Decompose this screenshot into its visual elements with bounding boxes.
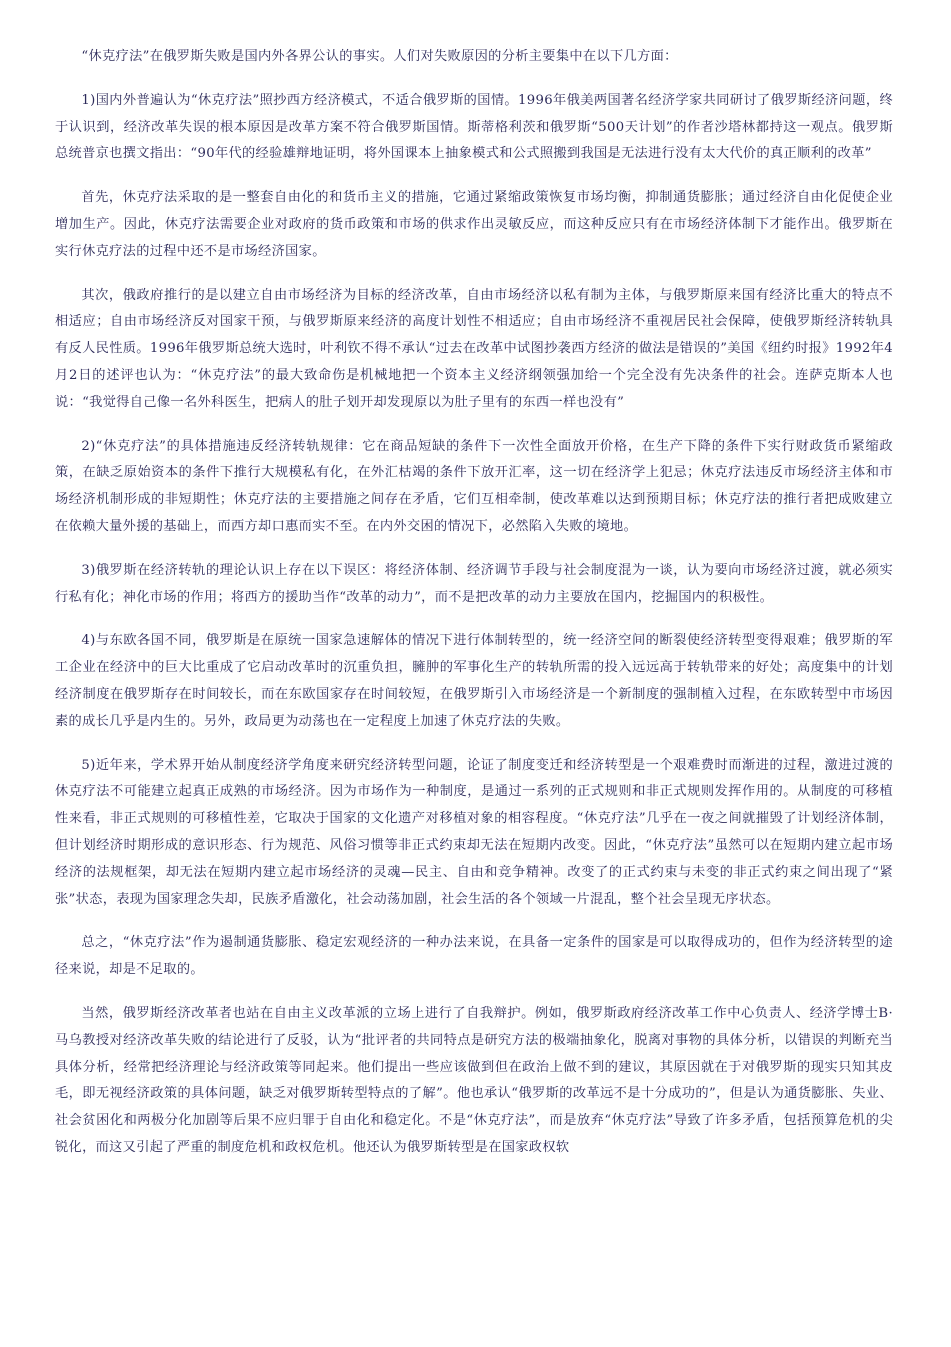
paragraph-point-4: 4)与东欧各国不同，俄罗斯是在原统一国家急速解体的情况下进行体制转型的，统一经济空间的断裂使经济转型变得艰难；俄罗斯的军工企业在经济中的巨大比重成了它启动改革时的沉重负担，臃肿的军事化生产的转轨所需的投入远远高于转轨带来的好处；高度集中的计划经济制度在俄罗斯存在时间较长，而在东欧国家存在时间较短，在俄罗斯引入市场经济是一个新制度的强制植入过程，在东欧转型中市场因素的成长几乎是内生的。另外，政局更为动荡也在一定程度上加速了休克疗法的失败。	[55, 633, 893, 729]
paragraph-point-1: 1)国内外普遍认为“休克疗法”照抄西方经济模式，不适合俄罗斯的国情。1996年俄美两国著名经济学家共同研讨了俄罗斯经济问题，终于认识到，经济改革失误的根本原因是改革方案不符合俄罗斯国情。斯蒂格利茨和俄罗斯“500天计划”的作者沙塔林都持这一观点。俄罗斯总统普京也撰文指出：“90年代的经验雄辩地证明，将外国课本上抽象模式和公式照搬到我国是无法进行没有太大代价的真正顺利的改革”	[55, 92, 893, 162]
paragraph-intro: “休克疗法”在俄罗斯失败是国内外各界公认的事实。人们对失败原因的分析主要集中在以下几方面：	[81, 49, 678, 64]
paragraph-second: 其次，俄政府推行的是以建立自由市场经济为目标的经济改革，自由市场经济以私有制为主体，与俄罗斯原来国有经济比重大的特点不相适应；自由市场经济反对国家干预，与俄罗斯原来经济的高度计划性不相适应；自由市场经济不重视居民社会保障，使俄罗斯经济转轨具有反人民性质。1996年俄罗斯总统大选时，叶利钦不得不承认“过去在改革中试图抄袭西方经济的做法是错误的”美国《纽约时报》1992年4月2日的述评也认为：“休克疗法”的最大致命伤是机械地把一个资本主义经济纲领强加给一个完全没有先决条件的社会。连萨克斯本人也说：“我觉得自己像一名外科医生，把病人的肚子划开却发现原以为肚子里有的东西一样也没有”	[55, 287, 893, 410]
paragraph-point-2: 2)“休克疗法”的具体措施违反经济转轨规律：它在商品短缺的条件下一次性全面放开价格，在生产下降的条件下实行财政货币紧缩政策，在缺乏原始资本的条件下推行大规模私有化，在外汇枯竭的条件下放开汇率，这一切在经济学上犯忌；休克疗法违反市场经济主体和市场经济机制形成的非短期性；休克疗法的主要措施之间存在矛盾，它们互相牵制，使改革难以达到预期目标；休克疗法的推行者把成败建立在依赖大量外援的基础上，而西方却口惠而实不至。在内外交困的情况下，必然陷入失败的境地。	[55, 438, 893, 534]
paragraph-first: 首先，休克疗法采取的是一整套自由化的和货币主义的措施，它通过紧缩政策恢复市场均衡，抑制通货膨胀；通过经济自由化促使企业增加生产。因此，休克疗法需要企业对政府的货币政策和市场的供求作出灵敏反应，而这种反应只有在市场经济体制下才能作出。俄罗斯在实行休克疗法的过程中还不是市场经济国家。	[55, 190, 893, 259]
paragraph-point-3: 3)俄罗斯在经济转轨的理论认识上存在以下误区：将经济体制、经济调节手段与社会制度混为一谈，认为要向市场经济过渡，就必须实行私有化；神化市场的作用；将西方的援助当作“改革的动力”，而不是把改革的动力主要放在国内，挖掘国内的积极性。	[55, 562, 893, 605]
paragraph-summary: 总之，“休克疗法”作为遏制通货膨胀、稳定宏观经济的一种办法来说，在具备一定条件的国家是可以取得成功的，但作为经济转型的途径来说，却是不足取的。	[55, 935, 893, 978]
paragraph-rebuttal: 当然，俄罗斯经济改革者也站在自由主义改革派的立场上进行了自我辩护。例如，俄罗斯政府经济改革工作中心负责人、经济学博士B·马乌教授对经济改革失败的结论进行了反驳，认为“批评者的共同特点是研究方法的极端抽象化，脱离对事物的具体分析，以错误的判断充当具体分析，经常把经济理论与经济政策等同起来。他们提出一些应该做到但在政治上做不到的建议，其原因就在于对俄罗斯的现实只知其皮毛，即无视经济政策的具体问题，缺乏对俄罗斯转型特点的了解”。他也承认“俄罗斯的改革远不是十分成功的”，但是认为通货膨胀、失业、社会贫困化和两极分化加剧等后果不应归罪于自由化和稳定化。不是“休克疗法”，而是放弃“休克疗法”导致了许多矛盾，包括预算危机的尖锐化，而这又引起了严重的制度危机和政权危机。他还认为俄罗斯转型是在国家政权软	[55, 1005, 893, 1155]
paragraph-point-5: 5)近年来，学术界开始从制度经济学角度来研究经济转型问题，论证了制度变迁和经济转型是一个艰难费时而渐进的过程，激进过渡的休克疗法不可能建立起真正成熟的市场经济。因为市场作为一种制度，是通过一系列的正式规则和非正式规则发挥作用的。从制度的可移植性来看，非正式规则的可移植性差，它取决于国家的文化遗产对移植对象的相容程度。“休克疗法”几乎在一夜之间就摧毁了计划经济体制，但计划经济时期形成的意识形态、行为规范、风俗习惯等非正式约束却无法在短期内改变。因此，“休克疗法”虽然可以在短期内建立起市场经济的法规框架，却无法在短期内建立起市场经济的灵魂—民主、自由和竞争精神。改变了的正式约束与未变的非正式约束之间出现了“紧张”状态，表现为国家理念失却，民族矛盾激化，社会动荡加剧，社会生活的各个领域一片混乱，整个社会呈现无序状态。	[55, 757, 893, 907]
document-body	[55, 44, 893, 1179]
